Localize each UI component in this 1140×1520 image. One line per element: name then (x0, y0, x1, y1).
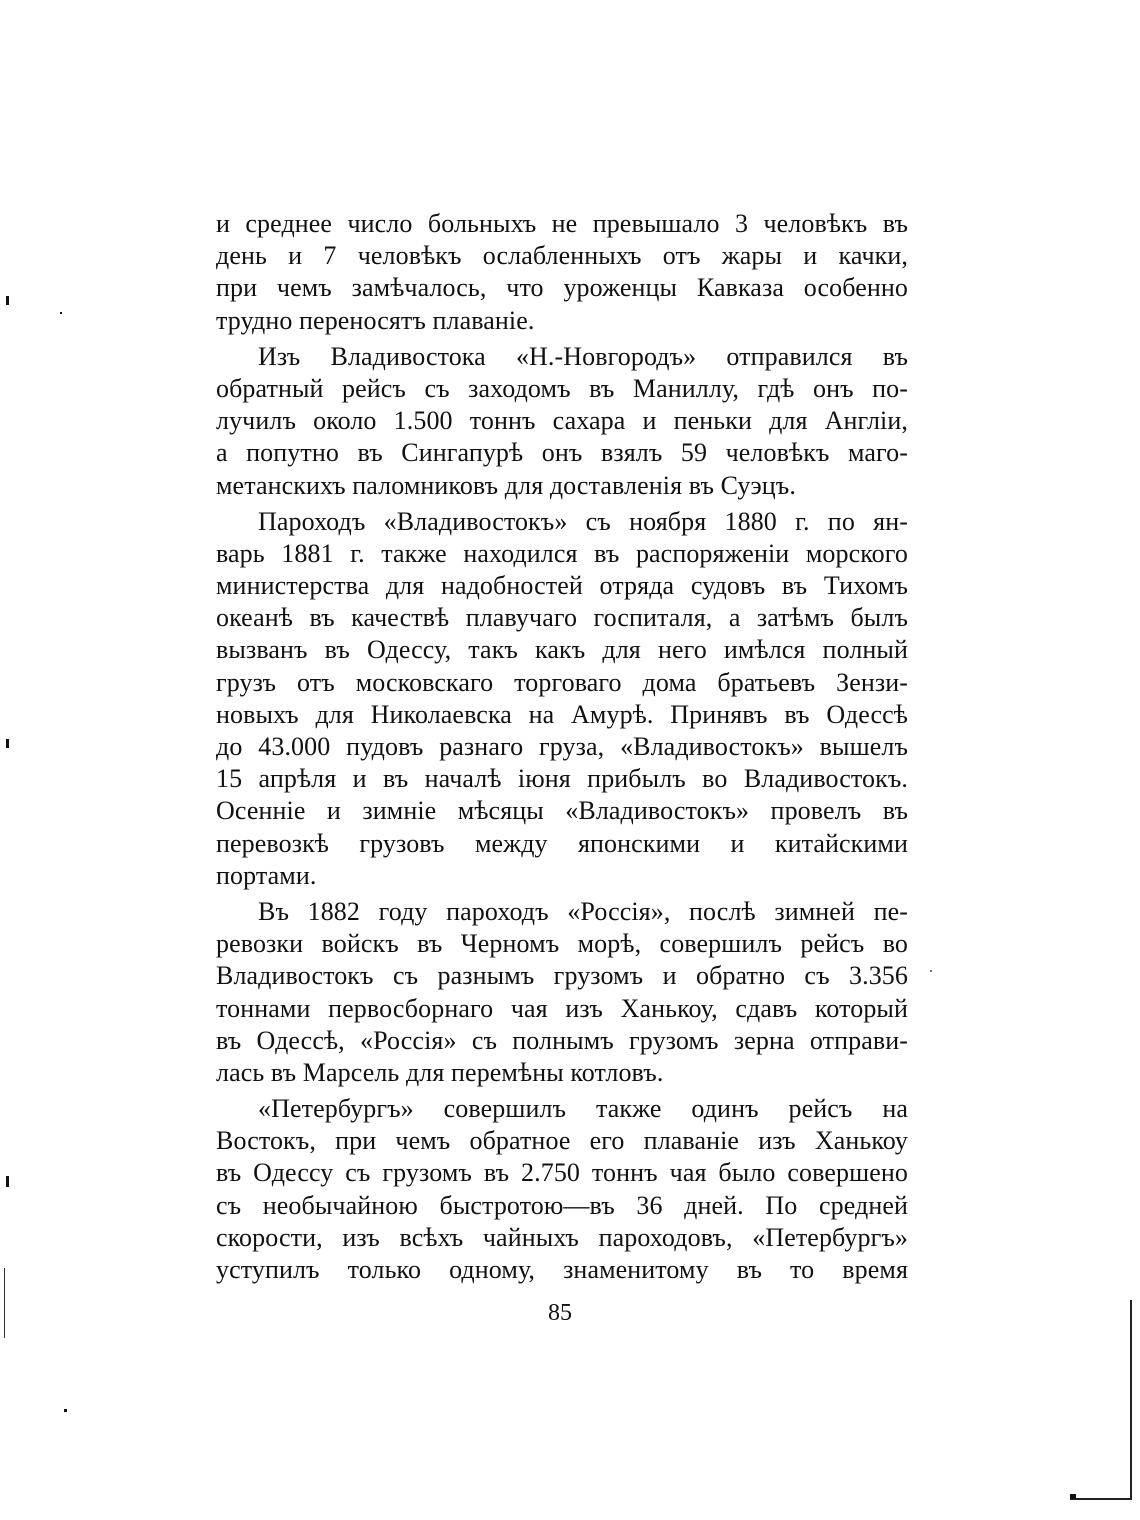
text-line: варь 1881 г. также находился въ распоряженіи морского (216, 538, 908, 568)
scan-mark (6, 296, 9, 305)
scan-edge-line (1130, 1300, 1132, 1500)
text-line: министерства для надобностей отряда судовъ въ Тихомъ (216, 571, 908, 601)
text-line: океанѣ въ качествѣ плавучаго госпиталя, а затѣмъ былъ (216, 603, 908, 633)
text-line: при чемъ замѣчалось, что уроженцы Кавказа особенно (216, 273, 908, 303)
text-line: тоннами первосборнаго чая изъ Ханькоу, сдавъ который (216, 993, 908, 1023)
text-line: Въ 1882 году пароходъ «Россія», послѣ зимней пе- (258, 896, 908, 926)
text-line: перевозкѣ грузовъ между японскими и китайскими (216, 828, 908, 858)
scan-mark (6, 739, 9, 748)
text-line: скорости, изъ всѣхъ чайныхъ пароходовъ, «Петербургъ» (216, 1222, 908, 1252)
text-line: портами. (216, 860, 317, 890)
text-line: лучилъ около 1.500 тоннъ сахара и пеньки для Англіи, (216, 406, 908, 436)
scan-mark (6, 1176, 9, 1187)
paragraph-4 (216, 896, 908, 1089)
paragraph-2 (216, 341, 908, 502)
text-line: лась въ Марсель для перемѣны котловъ. (216, 1057, 664, 1087)
text-line: грузъ отъ московскаго торговаго дома братьевъ Зензи- (216, 667, 908, 697)
text-line: и среднее число больныхъ не превышало 3 человѣкъ въ (216, 209, 908, 238)
text-line: 15 апрѣля и въ началѣ іюня прибылъ во Владивостокъ. (216, 764, 908, 794)
scan-edge-line (4, 1268, 5, 1338)
scan-dot (64, 1409, 67, 1412)
text-line: Пароходъ «Владивостокъ» съ ноября 1880 г. по ян- (258, 506, 908, 536)
paragraph-1 (216, 208, 908, 337)
text-line: а попутно въ Сингапурѣ онъ взялъ 59 человѣкъ маго- (216, 438, 908, 468)
text-line: съ необычайною быстротою—въ 36 дней. По средней (216, 1190, 908, 1220)
text-line: трудно переносятъ плаваніе. (216, 305, 535, 335)
text-line: вызванъ въ Одессу, такъ какъ для него имѣлся полный (216, 635, 908, 665)
text-line: ревозки войскъ въ Черномъ морѣ, совершилъ рейсъ во (216, 929, 908, 959)
scan-edge-line (1070, 1498, 1132, 1500)
scan-mark (1070, 1494, 1076, 1499)
text-line: въ Одессѣ, «Россія» съ полнымъ грузомъ зерна отправи- (216, 1025, 908, 1055)
paragraph-3 (216, 506, 908, 892)
text-line: въ Одессу съ грузомъ въ 2.750 тоннъ чая было совершено (216, 1158, 908, 1188)
text-line: Востокъ, при чемъ обратное его плаваніе изъ Ханькоу (216, 1126, 908, 1156)
text-line: обратный рейсъ съ заходомъ въ Маниллу, гдѣ онъ по- (216, 373, 908, 403)
text-line: новыхъ для Николаевска на Амурѣ. Принявъ въ Одессѣ (216, 699, 908, 729)
text-line: Изъ Владивостока «Н.-Новгородъ» отправился въ (258, 341, 908, 371)
paragraph-5 (216, 1093, 908, 1286)
text-line: уступилъ только одному, знаменитому въ то время (216, 1255, 908, 1284)
scan-dot (930, 970, 932, 972)
text-line: метанскихъ паломниковъ для доставленія въ Суэцъ. (216, 470, 796, 500)
text-line: до 43.000 пудовъ разнаго груза, «Владивостокъ» вышелъ (216, 732, 908, 761)
text-line: день и 7 человѣкъ ослабленныхъ отъ жары и качки, (216, 241, 908, 271)
text-line: Владивостокъ съ разнымъ грузомъ и обратно съ 3.356 (216, 961, 908, 991)
page-number: 85 (548, 1300, 572, 1326)
body-text (216, 208, 908, 1286)
text-line: Осенніе и зимніе мѣсяцы «Владивостокъ» провелъ въ (216, 796, 908, 826)
scan-dot (60, 312, 62, 314)
text-line: «Петербургъ» совершилъ также одинъ рейсъ на (258, 1094, 908, 1124)
